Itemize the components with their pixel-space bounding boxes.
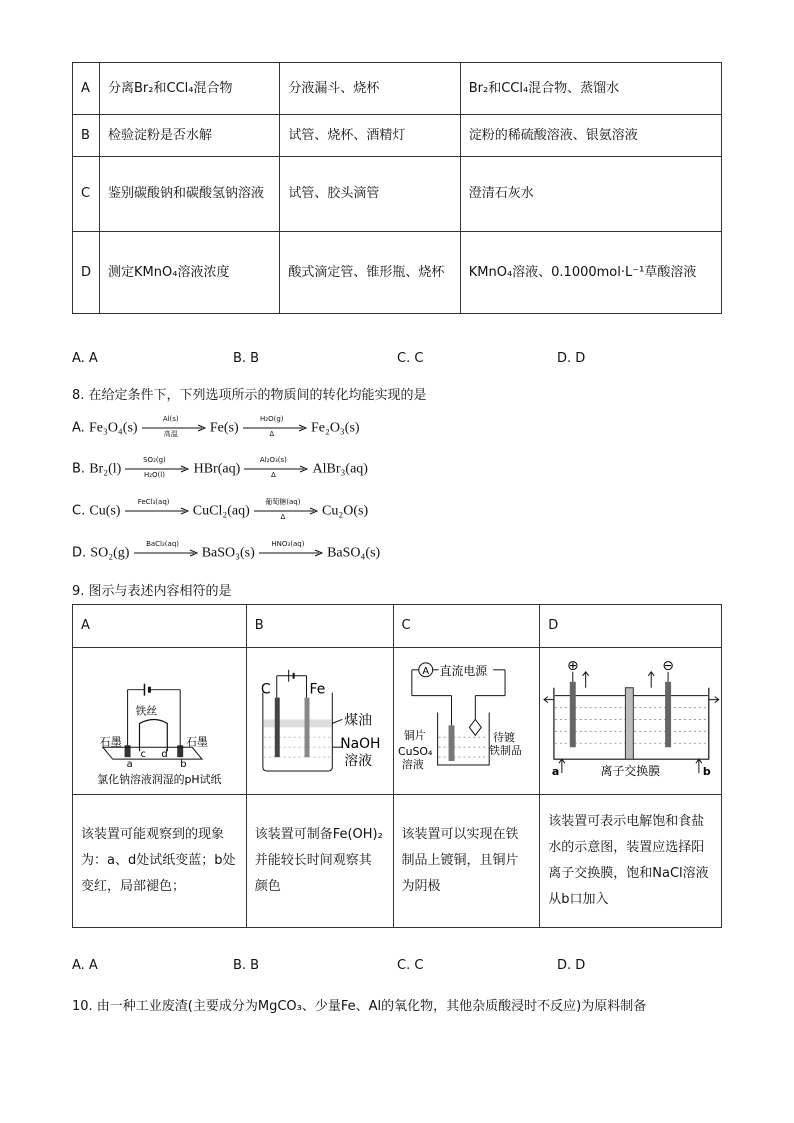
reagent-cell: Br₂和CCl₄混合物、蒸馏水 (460, 63, 721, 115)
q7-options (72, 351, 722, 371)
species: BaSO₃(s) (201, 545, 255, 561)
q8-option-b[interactable] (72, 456, 368, 481)
figure-b (247, 648, 393, 785)
row-label: B (73, 115, 100, 157)
species: HBr(aq) (193, 461, 241, 477)
row-label: C (73, 157, 100, 232)
condition-top: SO₂(g) (143, 456, 166, 464)
reaction-arrow (243, 415, 307, 438)
condition-top: FeCl₃(aq) (137, 498, 170, 506)
table-row (73, 63, 722, 115)
species: CuCl₂(aq) (192, 503, 250, 519)
label-iron-wire: 铁丝 (135, 704, 158, 718)
figure-d-cell (540, 648, 722, 795)
figure-b-cell (246, 648, 393, 795)
carbon-rod-icon (274, 698, 279, 758)
column-header: C (393, 605, 540, 648)
point-a: a (126, 759, 133, 771)
kerosene-layer (264, 719, 331, 727)
species: BaSO₄(s) (327, 545, 381, 561)
column-header: B (246, 605, 393, 648)
figure-a-cell (73, 648, 247, 795)
option-a[interactable]: A. A (72, 351, 98, 366)
label-dc-source: 直流电源 (439, 663, 487, 678)
condition-bottom: Δ (269, 430, 275, 438)
label-cuso4: CuSO₄ (397, 745, 432, 759)
inlet-b-label: b (703, 765, 711, 779)
table-row (73, 232, 722, 314)
label-graphite-right: 石墨 (186, 735, 208, 749)
experiment-cell: 检验淀粉是否水解 (100, 115, 280, 157)
condition-top: BaCl₂(aq) (146, 540, 180, 548)
species: Cu(s) (89, 503, 121, 519)
description-a: 该装置可能观察到的现象为：a、d处试纸变蓝；b处变红，局部褪色； (73, 795, 247, 928)
table-row (73, 115, 722, 157)
iron-item-icon (469, 719, 481, 735)
column-header: A (73, 605, 247, 648)
figure-c-cell (393, 648, 540, 795)
point-d: d (161, 749, 168, 761)
label-fe: Fe (309, 681, 325, 698)
option-label: A. (72, 420, 85, 436)
option-label: D. (72, 545, 87, 561)
instrument-cell: 试管、烧杯、酒精灯 (280, 115, 460, 157)
anode-icon: ⊕ (567, 657, 579, 674)
instrument-cell: 分液漏斗、烧杯 (280, 63, 460, 115)
species: Fe(s) (209, 420, 239, 436)
condition-top: Al(s) (162, 415, 179, 423)
row-label: A (73, 63, 100, 115)
reaction-arrow (142, 415, 206, 438)
condition-bottom: Δ (280, 513, 286, 521)
label-kerosene: 煤油 (343, 712, 372, 729)
label-copper: 铜片 (403, 729, 426, 743)
copper-plate-icon (448, 725, 454, 761)
ammeter-label: A (421, 665, 429, 677)
experiment-cell: 分离Br₂和CCl₄混合物 (100, 63, 280, 115)
option-d[interactable]: D. D (557, 351, 586, 366)
condition-top: H₂O(g) (260, 415, 284, 423)
label-iron-product: 铁制品 (488, 744, 522, 758)
figure-a (73, 648, 246, 785)
reaction-arrow (134, 540, 198, 563)
iron-rod-icon (304, 698, 309, 758)
species: Cu₂O(s) (322, 503, 369, 519)
instrument-cell: 试管、胶头滴管 (280, 157, 460, 232)
label-c: C (260, 681, 271, 698)
q9-table (72, 604, 722, 928)
condition-bottom: Δ (270, 471, 276, 479)
reagent-cell: 澄清石灰水 (460, 157, 721, 232)
option-d[interactable]: D. D (557, 958, 586, 973)
electrode-left-icon (570, 682, 576, 748)
description-c: 该装置可以实现在铁制品上镀铜，且铜片为阴极 (393, 795, 540, 928)
experiment-cell: 测定KMnO₄溶液浓度 (100, 232, 280, 314)
label-cuso4-solution: 溶液 (401, 758, 424, 772)
table-header-row (73, 605, 722, 648)
reagent-cell: KMnO₄溶液、0.1000mol·L⁻¹草酸溶液 (460, 232, 721, 314)
table-row (73, 157, 722, 232)
option-a[interactable]: A. A (72, 958, 98, 973)
condition-top: HNO₃(aq) (271, 540, 305, 548)
q8-option-d[interactable] (72, 540, 381, 565)
figure-c (394, 648, 540, 785)
point-b: b (180, 759, 187, 771)
condition-bottom: 高温 (163, 430, 178, 438)
q8-option-c[interactable] (72, 498, 369, 523)
arrow-icon (125, 507, 189, 515)
q9-stem: 9. 图示与表述内容相符的是 (72, 584, 232, 599)
label-naoh: NaOH (339, 736, 381, 753)
condition-top: 葡萄糖(aq) (265, 498, 301, 506)
point-c: c (140, 749, 146, 761)
experiment-cell: 鉴别碳酸钠和碳酸氢钠溶液 (100, 157, 280, 232)
species: AlBr₃(aq) (312, 461, 368, 477)
option-b[interactable]: B. B (233, 351, 260, 366)
cathode-icon: ⊖ (662, 657, 675, 674)
label-solution: 溶液 (343, 753, 372, 770)
membrane-icon (626, 688, 634, 759)
q10-stem: 10. 由一种工业废渣(主要成分为MgCO₃、少量Fe、Al的氧化物，其他杂质酸浸时不反应)为原料制备 (72, 999, 647, 1014)
iron-wire-icon (140, 719, 168, 751)
condition-top: Al₂O₃(s) (259, 456, 287, 464)
option-label: B. (72, 461, 86, 477)
arrow-icon (134, 549, 198, 557)
reaction-arrow (254, 498, 318, 521)
description-row (73, 795, 722, 928)
figure-row (73, 648, 722, 795)
reagent-cell: 淀粉的稀硫酸溶液、银氨溶液 (460, 115, 721, 157)
inlet-a-label: a (552, 765, 560, 779)
label-to-plate: 待镀 (492, 731, 515, 745)
species: SO₂(g) (90, 545, 130, 561)
description-d: 该装置可表示电解饱和食盐水的示意图，装置应选择阳离子交换膜，饱和NaCl溶液从b口加入 (540, 795, 722, 928)
label-graphite-left: 石墨 (99, 735, 122, 749)
description-b: 该装置可制备Fe(OH)₂并能较长时间观察其颜色 (246, 795, 393, 928)
reaction-arrow (125, 498, 189, 521)
species: Fe₃O₄(s) (88, 420, 138, 436)
species: Fe₂O₃(s) (310, 420, 360, 436)
label-ion-membrane: 离子交换膜 (600, 764, 661, 779)
reaction-arrow (125, 456, 189, 479)
option-label: C. (72, 503, 86, 519)
arrow-icon (259, 549, 323, 557)
instrument-cell: 酸式滴定管、锥形瓶、烧杯 (280, 232, 460, 314)
column-header: D (540, 605, 722, 648)
caption-ph-paper: 氯化钠溶液润湿的pH试纸 (97, 772, 222, 785)
reaction-arrow (244, 456, 308, 479)
q8-option-a[interactable] (72, 415, 360, 440)
row-label: D (73, 232, 100, 314)
condition-bottom: H₂O(l) (143, 471, 165, 479)
option-c[interactable]: C. C (397, 351, 424, 366)
q7-table (72, 62, 722, 314)
species: Br₂(l) (89, 461, 122, 477)
option-b[interactable]: B. B (233, 958, 260, 973)
electrode-right-icon (665, 682, 671, 748)
option-c[interactable]: C. C (397, 958, 424, 973)
q8-stem: 8. 在给定条件下，下列选项所示的物质间的转化均能实现的是 (72, 388, 427, 403)
figure-d (540, 648, 721, 785)
reaction-arrow (259, 540, 323, 563)
q9-options (72, 958, 722, 978)
